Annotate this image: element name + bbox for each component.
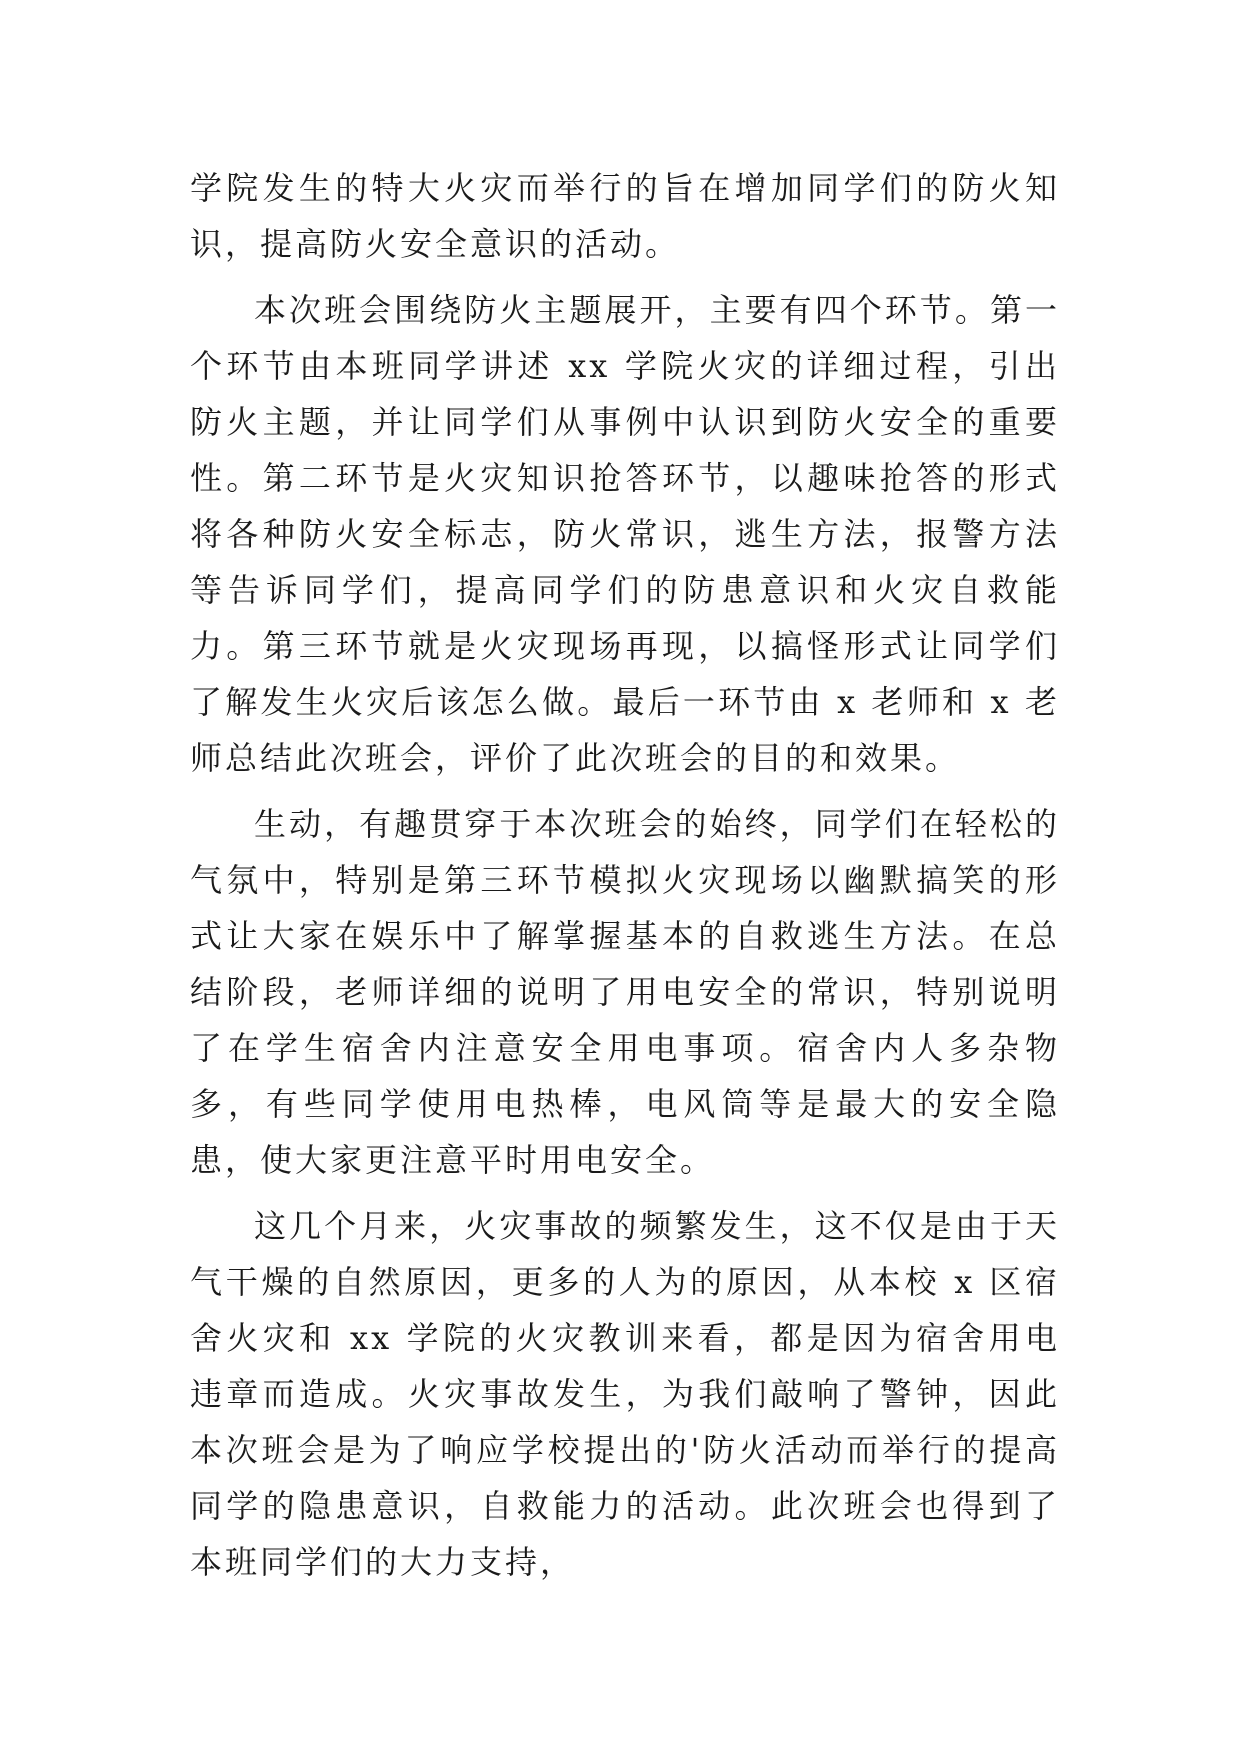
paragraph-1: 学院发生的特大火灾而举行的旨在增加同学们的防火知识，提高防火安全意识的活动。 (190, 169, 1060, 263)
paragraph-3: 生动，有趣贯穿于本次班会的始终，同学们在轻松的气氛中，特别是第三环节模拟火灾现场以幽默搞笑的形式让大家在娱乐中了解掌握基本的自救逃生方法。在总结阶段，老师详细的说明了用电安全的常识，特别说明了在学生宿舍内注意安全用电事项。宿舍内人多杂物多，有些同学使用电热棒，电风筒等是最大的安全隐患，使大家更注意平时用电安全。 (190, 805, 1060, 1179)
paragraph-2: 本次班会围绕防火主题展开，主要有四个环节。第一个环节由本班同学讲述 xx 学院火灾的详细过程，引出防火主题，并让同学们从事例中认识到防火安全的重要性。第二环节是火灾知识抢答环节，以趣味抢答的形式将各种防火安全标志，防火常识，逃生方法，报警方法等告诉同学们，提高同学们的防患意识和火灾自救能力。第三环节就是火灾现场再现，以搞怪形式让同学们了解发生火灾后该怎么做。最后一环节由 x 老师和 x 老师总结此次班会，评价了此次班会的目的和效果。 (190, 291, 1060, 777)
document-body (190, 160, 1060, 1600)
paragraph-4: 这几个月来，火灾事故的频繁发生，这不仅是由于天气干燥的自然原因，更多的人为的原因，从本校 x 区宿舍火灾和 xx 学院的火灾教训来看，都是因为宿舍用电违章而造成。火灾事故发生，为我们敲响了警钟，因此本次班会是为了响应学校提出的'防火活动而举行的提高同学的隐患意识，自救能力的活动。此次班会也得到了本班同学们的大力支持， (190, 1207, 1060, 1581)
